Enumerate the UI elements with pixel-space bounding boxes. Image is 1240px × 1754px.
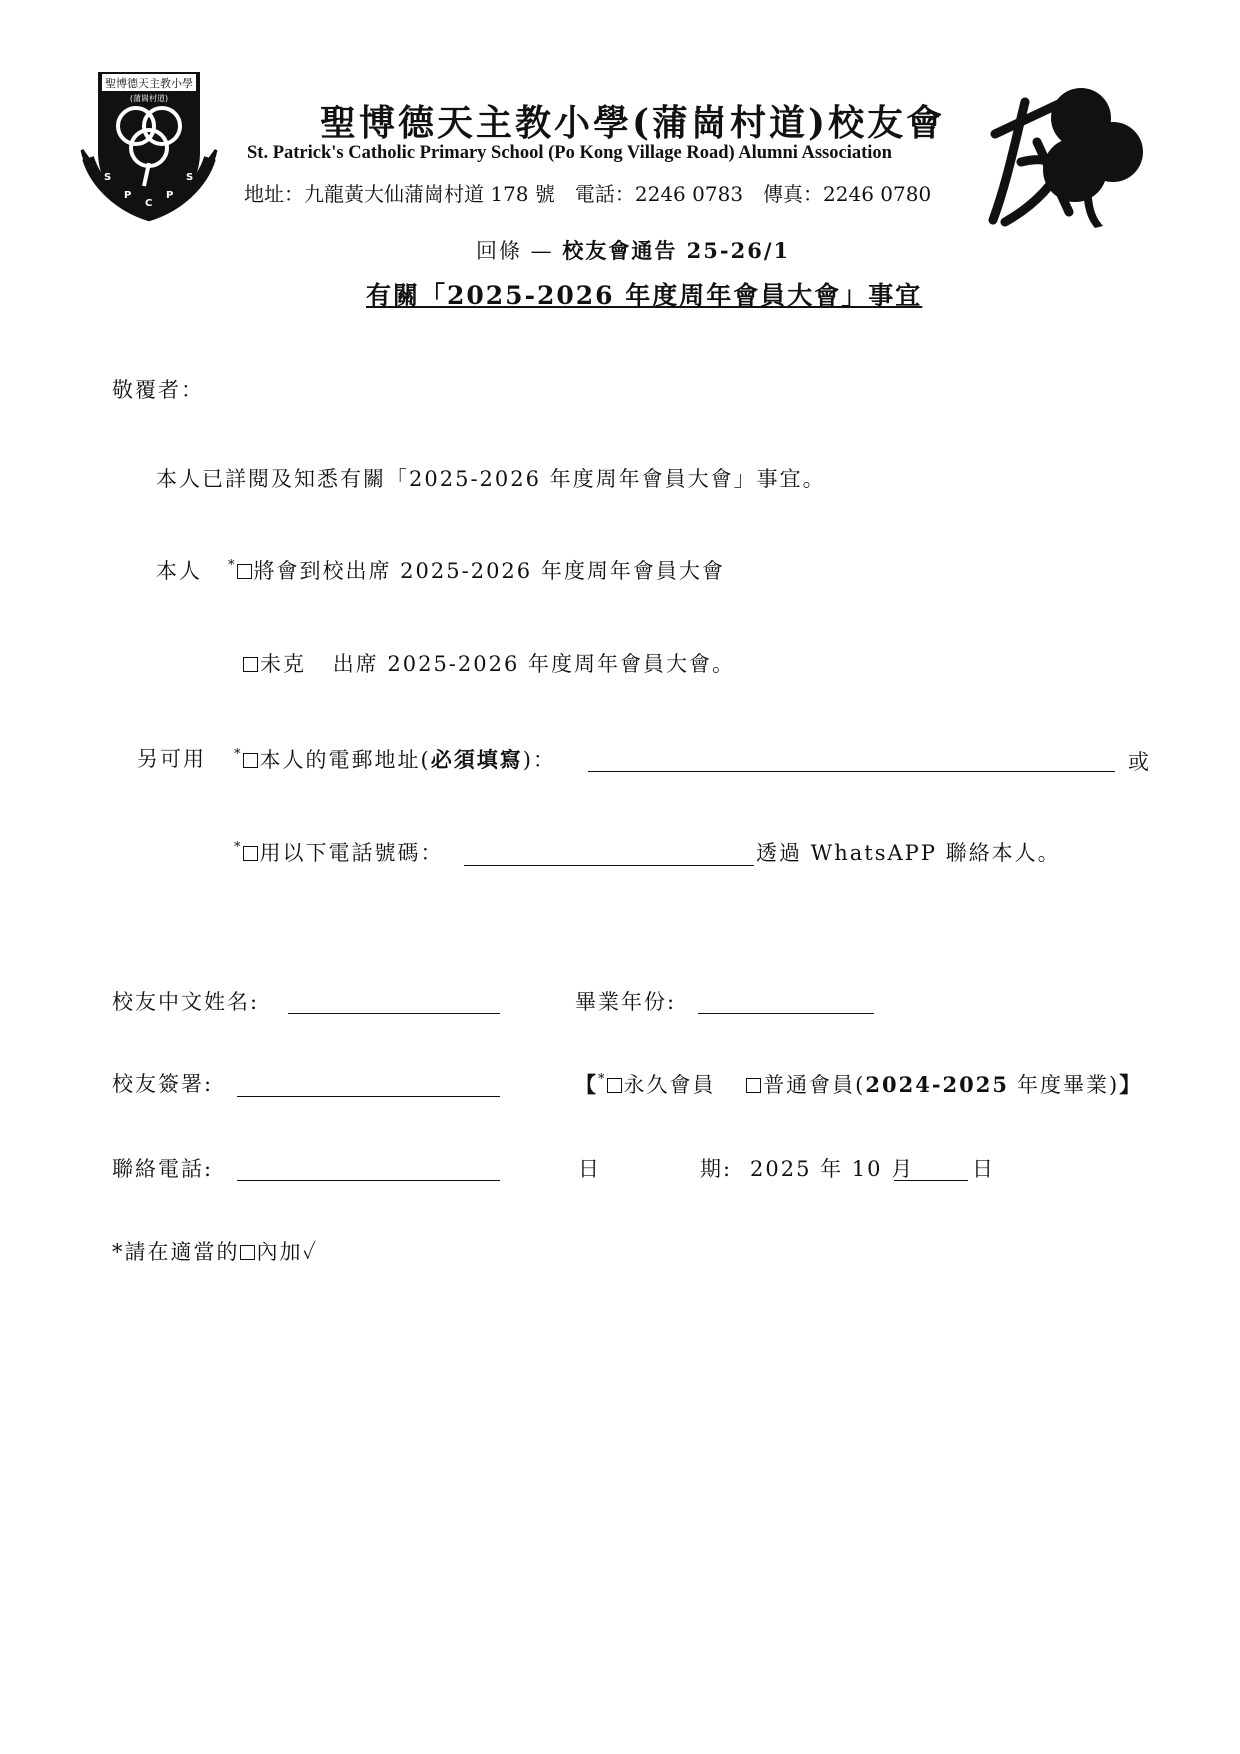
notice-prefix: 回條 —	[476, 239, 554, 263]
date-label-a: 日	[578, 1157, 601, 1181]
grad-year-label: 畢業年份:	[575, 990, 677, 1014]
name-label: 校友中文姓名:	[112, 990, 260, 1014]
permanent-member-checkbox[interactable]	[607, 1078, 622, 1093]
membership-type[interactable]	[575, 1074, 1142, 1096]
salutation: 敬覆者：	[112, 378, 204, 402]
signature-label: 校友簽署:	[112, 1072, 214, 1096]
ordinary-member-suffix: 年度畢業)	[1017, 1073, 1120, 1097]
ordinary-member-year: 2024-2025	[865, 1072, 1010, 1097]
asterisk: *	[234, 840, 243, 855]
crest-letter: S	[104, 172, 112, 183]
option-absent-label-b: 出席 2025-2026 年度周年會員大會。	[332, 652, 736, 676]
email-label-a: 本人的電郵地址(	[259, 748, 431, 772]
crest-letter: P	[124, 190, 132, 201]
email-label-b: )：	[522, 748, 556, 772]
email-checkbox[interactable]	[243, 753, 258, 768]
name-input-line[interactable]	[288, 991, 500, 1014]
signature-input-line[interactable]	[237, 1074, 500, 1097]
date-day-input-line[interactable]	[894, 1158, 968, 1181]
email-required: 必須填寫	[430, 747, 523, 772]
contact-phone-input-line[interactable]	[237, 1158, 500, 1181]
school-name-en: St. Patrick's Catholic Primary School (Po Kong Village Road) Alumni Association	[247, 143, 892, 163]
crest-top-text: 聖博德天主教小學	[105, 77, 193, 90]
whatsapp-text: 透過 WhatsAPP 聯絡本人。	[756, 841, 1061, 865]
crest-letter: C	[145, 198, 153, 209]
footnote-a: *請在適當的	[112, 1240, 240, 1264]
footnote-b: 內加✓	[256, 1240, 319, 1264]
alumni-shamrock-logo	[985, 82, 1150, 230]
footnote-box-icon	[240, 1245, 255, 1260]
email-option[interactable]	[234, 749, 556, 771]
ordinary-member-label: 普通會員(	[763, 1073, 866, 1097]
crest-sub-text: (蒲崗村道)	[129, 94, 169, 103]
date-label-b: 期:	[700, 1157, 733, 1181]
notice-ref	[476, 240, 790, 262]
ordinary-member-checkbox[interactable]	[746, 1078, 761, 1093]
asterisk: *	[228, 558, 237, 573]
option-attend[interactable]	[228, 558, 725, 583]
or-text: 或	[1128, 750, 1151, 774]
email-input-line[interactable]	[588, 749, 1115, 772]
phone-checkbox[interactable]	[243, 846, 258, 861]
address-line: 地址：九龍黃大仙蒲崗村道 178 號 電話：2246 0783 傳真：2246 0780	[244, 182, 932, 206]
option-absent[interactable]	[243, 654, 735, 675]
asterisk: *	[598, 1072, 607, 1087]
phone-option[interactable]	[234, 840, 444, 865]
permanent-member-label: 永久會員	[623, 1073, 716, 1097]
bracket-close: 】	[1119, 1072, 1143, 1097]
crest-letter: S	[186, 172, 194, 183]
school-crest-logo	[78, 68, 220, 223]
grad-year-input-line[interactable]	[698, 991, 874, 1014]
date-value: 2025 年 10 月	[750, 1157, 915, 1181]
acknowledge-text: 本人已詳閱及知悉有關「2025-2026 年度周年會員大會」事宜。	[156, 467, 826, 491]
date-day-label: 日	[972, 1157, 995, 1181]
phone-input-line[interactable]	[464, 843, 754, 866]
notice-title: 有關「2025-2026 年度周年會員大會」事宜	[366, 281, 923, 310]
contact-label: 另可用	[137, 747, 206, 771]
asterisk: *	[234, 747, 243, 762]
bracket-open: 【	[575, 1072, 598, 1097]
self-label: 本人	[156, 559, 202, 583]
option-attend-label: 將會到校出席 2025-2026 年度周年會員大會	[253, 559, 725, 583]
school-name-zh: 聖博德天主教小學(蒲崗村道)校友會	[320, 102, 946, 144]
notice-ref-number: 校友會通告 25-26/1	[562, 238, 791, 263]
phone-option-label: 用以下電話號碼：	[259, 841, 444, 865]
contact-phone-label: 聯絡電話:	[112, 1157, 214, 1181]
footnote	[112, 1242, 318, 1263]
option-absent-label-a: 未克	[260, 652, 306, 676]
crest-letter: P	[166, 190, 174, 201]
attend-checkbox[interactable]	[237, 564, 252, 579]
absent-checkbox[interactable]	[243, 657, 258, 672]
